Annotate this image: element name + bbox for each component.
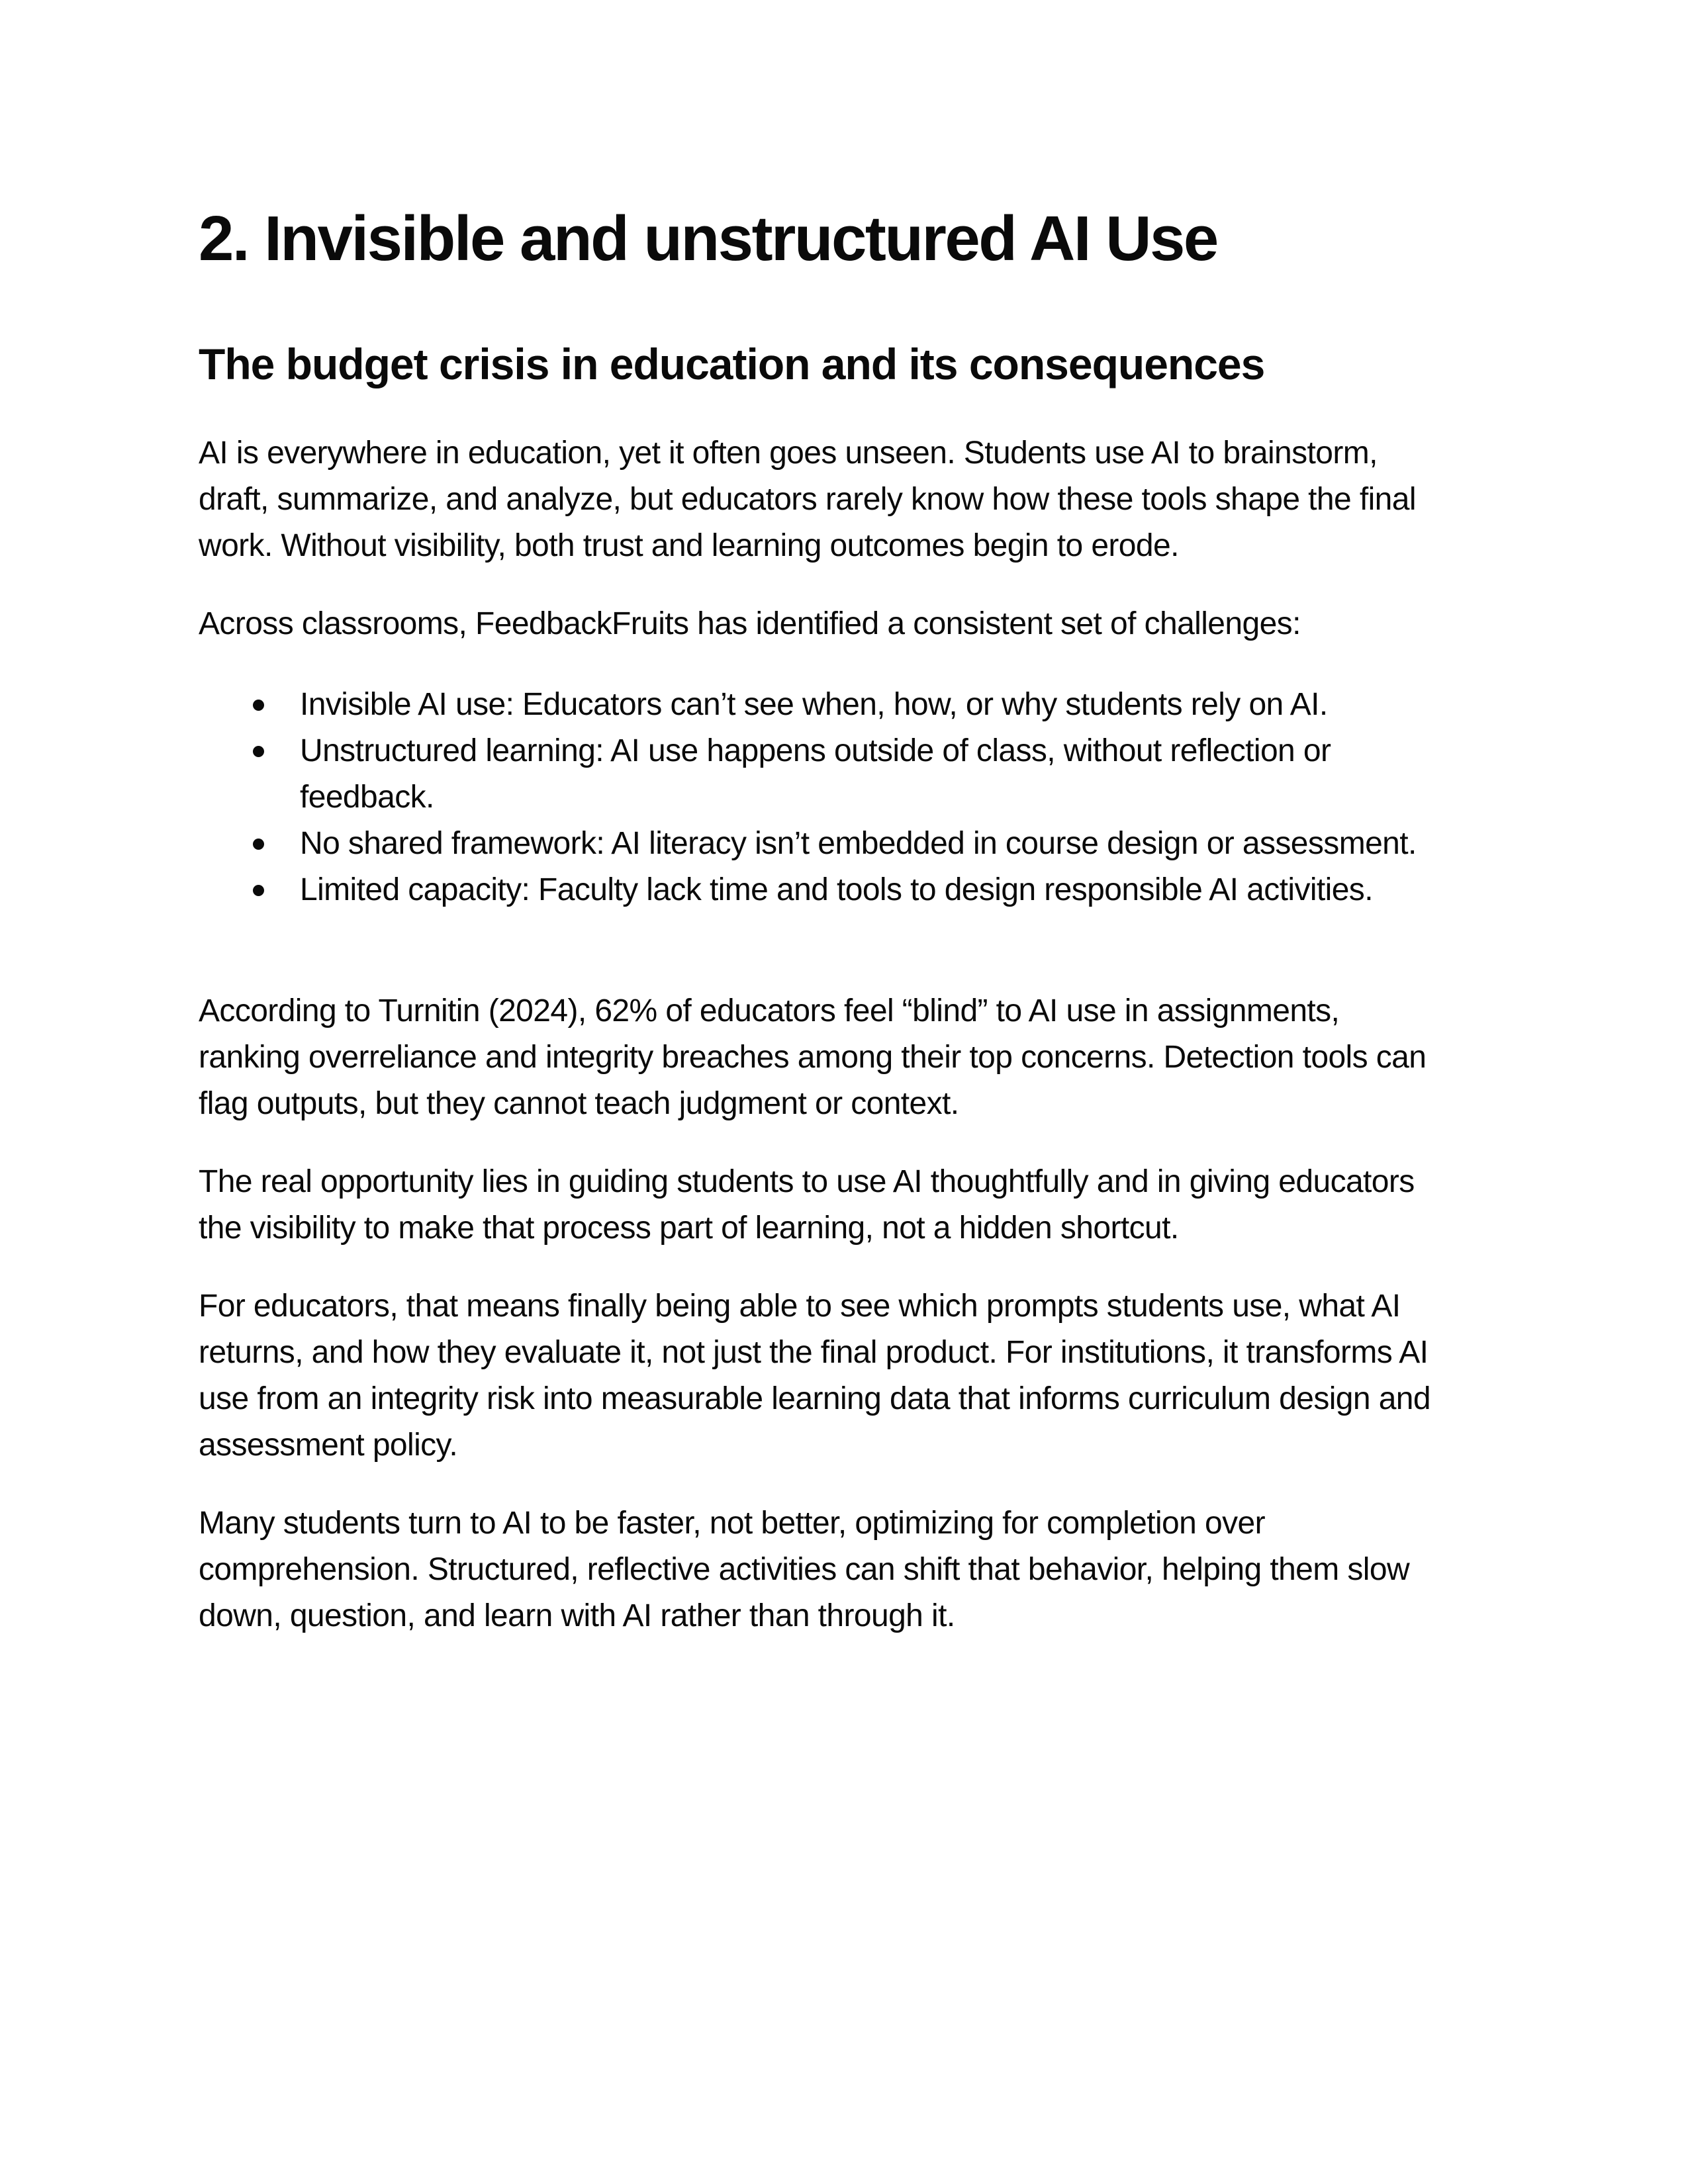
- text-line: comprehension. Structured, reflective activities can shift that behavior, helping them slow: [199, 1552, 1410, 1587]
- paragraph-students: [199, 1500, 1489, 1639]
- bullet-text: [300, 682, 1489, 728]
- text-line: assessment policy.: [199, 1428, 458, 1463]
- text-line: ranking overreliance and integrity breaches among their top concerns. Detection tools can: [199, 1040, 1427, 1075]
- bullet-item: [199, 728, 1489, 821]
- text-line: returns, and how they evaluate it, not just the final product. For institutions, it transforms AI: [199, 1335, 1429, 1370]
- text-line: down, question, and learn with AI rather than through it.: [199, 1598, 955, 1633]
- text-line: work. Without visibility, both trust and learning outcomes begin to erode.: [199, 528, 1179, 563]
- bullet-text: [300, 821, 1489, 867]
- bullet-dot-icon: [253, 700, 264, 711]
- bullet-text: [300, 867, 1489, 913]
- section-subheading: The budget crisis in education and its consequences: [199, 340, 1265, 388]
- bullet-dot-icon: [253, 885, 264, 896]
- bullet-dot-icon: [253, 839, 264, 850]
- text-line: flag outputs, but they cannot teach judgment or context.: [199, 1086, 959, 1121]
- text-line: The real opportunity lies in guiding students to use AI thoughtfully and in giving educators: [199, 1164, 1415, 1199]
- paragraph-opportunity: [199, 1159, 1489, 1251]
- text-line: feedback.: [300, 780, 434, 815]
- text-line: the visibility to make that process part of learning, not a hidden shortcut.: [199, 1210, 1179, 1246]
- paragraph-educators: [199, 1283, 1489, 1469]
- bullet-dot-icon: [253, 746, 264, 757]
- text-line: Unstructured learning: AI use happens outside of class, without reflection or: [300, 733, 1331, 768]
- text-line: Many students turn to AI to be faster, not better, optimizing for completion over: [199, 1506, 1265, 1541]
- paragraph-turnitin: [199, 988, 1489, 1127]
- bullet-item: [199, 821, 1489, 867]
- paragraph-challenges-intro: [199, 601, 1489, 647]
- bullet-item: [199, 682, 1489, 728]
- bullet-item: [199, 867, 1489, 913]
- text-line: AI is everywhere in education, yet it often goes unseen. Students use AI to brainstorm,: [199, 435, 1378, 471]
- text-line: For educators, that means finally being able to see which prompts students use, what AI: [199, 1289, 1401, 1324]
- text-line: Invisible AI use: Educators can’t see when, how, or why students rely on AI.: [300, 687, 1328, 722]
- bullet-text: [300, 728, 1489, 821]
- text-line: According to Turnitin (2024), 62% of educators feel “blind” to AI use in assignments,: [199, 993, 1340, 1028]
- paragraph-intro: [199, 430, 1489, 569]
- text-line: use from an integrity risk into measurable learning data that informs curriculum design and: [199, 1381, 1430, 1416]
- text-line: draft, summarize, and analyze, but educators rarely know how these tools shape the final: [199, 482, 1416, 517]
- text-line: Limited capacity: Faculty lack time and tools to design responsible AI activities.: [300, 872, 1373, 907]
- text-line: No shared framework: AI literacy isn’t embedded in course design or assessment.: [300, 826, 1417, 861]
- text-line: Across classrooms, FeedbackFruits has identified a consistent set of challenges:: [199, 606, 1301, 641]
- section-heading: 2. Invisible and unstructured AI Use: [199, 203, 1217, 274]
